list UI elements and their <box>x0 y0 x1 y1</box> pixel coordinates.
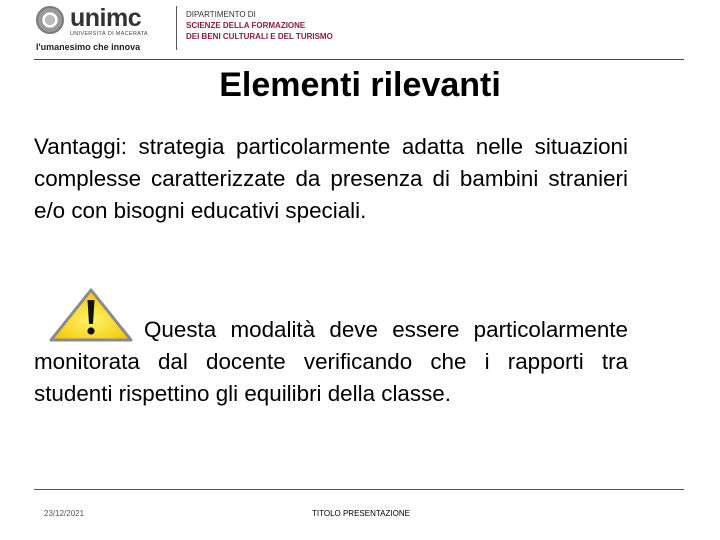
department-line-1: DIPARTIMENTO DI <box>186 10 256 19</box>
warning-paragraph: Questa modalità deve essere particolarmente monitorata dal docente verificando che i rapporti tra studenti rispettino gli equilibri della classe. <box>34 317 628 406</box>
footer-rule <box>34 489 684 490</box>
footer-title: TITOLO PRESENTAZIONE <box>312 509 410 518</box>
logo-tagline: l'umanesimo che innova <box>36 42 141 52</box>
advantages-label: Vantaggi <box>34 134 121 159</box>
department-line-2: SCIENZE DELLA FORMAZIONE <box>186 21 306 30</box>
logo-subtitle: UNIVERSITÀ DI MACERATA <box>70 31 148 37</box>
footer-date: 23/12/2021 <box>44 509 85 518</box>
header-rule <box>34 59 684 60</box>
slide-title: Elementi rilevanti <box>219 66 501 104</box>
university-seal-icon <box>36 6 64 34</box>
department-line-3: DEI BENI CULTURALI E DEL TURISMO <box>186 32 333 41</box>
advantages-text: : strategia particolarmente adatta nelle situazioni complesse caratterizzate da presenza di bambini stranieri e/o con bisogni educativi speciali. <box>34 134 628 223</box>
slide-header <box>0 0 720 60</box>
university-logo <box>32 4 172 54</box>
header-divider <box>176 6 177 50</box>
department-name <box>186 9 333 42</box>
advantages-paragraph <box>34 131 628 227</box>
logo-wordmark: unimc <box>70 4 142 32</box>
